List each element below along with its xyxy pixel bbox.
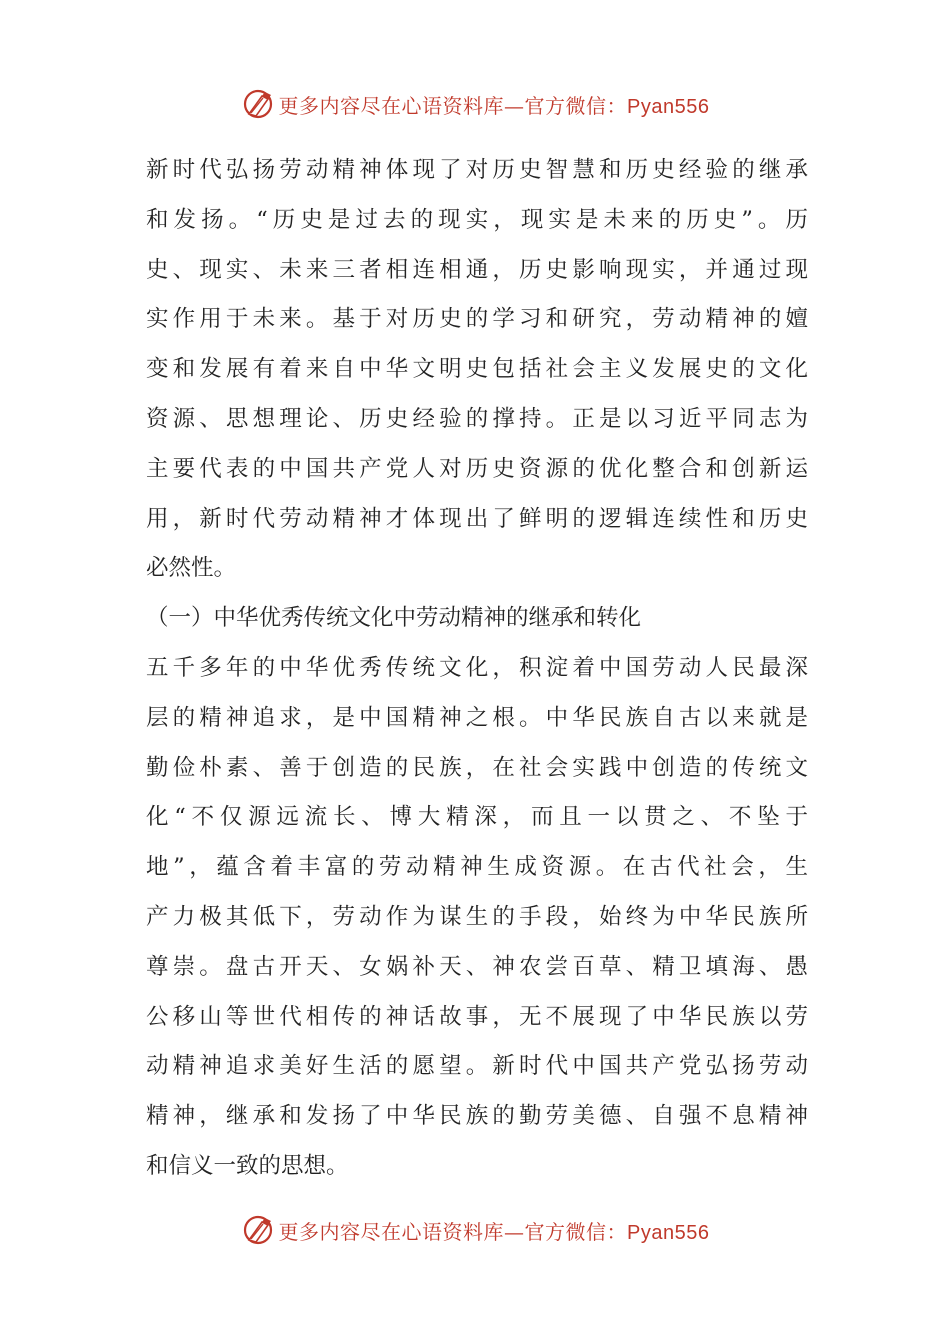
paragraph-2	[146, 644, 808, 1192]
text-line: 史、现实、未来三者相连相通，历史影响现实，并通过现	[146, 256, 808, 283]
footer-banner-text: 更多内容尽在心语资料库—官方微信：Pyan556	[278, 1219, 710, 1244]
pen-nib-logo-icon	[241, 87, 275, 121]
section-heading: （一）中华优秀传统文化中劳动精神的继承和转化	[146, 605, 642, 632]
header-banner-text: 更多内容尽在心语资料库—官方微信：Pyan556	[278, 93, 710, 118]
text-line: 实作用于未来。基于对历史的学习和研究，劳动精神的嬗	[146, 306, 808, 333]
text-line: 新时代弘扬劳动精神体现了对历史智慧和历史经验的继承	[146, 157, 808, 183]
text-line: 地”，蕴含着丰富的劳动精神生成资源。在古代社会，生	[146, 854, 808, 881]
text-line: 用，新时代劳动精神才体现出了鲜明的逻辑连续性和历史	[146, 505, 808, 532]
pen-nib-logo-icon	[241, 1213, 275, 1247]
text-line: 精神，继承和发扬了中华民族的勤劳美德、自强不息精神	[146, 1103, 808, 1130]
text-line: 必然性。	[146, 555, 237, 582]
text-line: 化“不仅源远流长、博大精深，而且一以贯之、不坠于	[146, 804, 808, 831]
text-line: 和发扬。“历史是过去的现实，现实是未来的历史”。历	[146, 206, 808, 233]
text-line: 动精神追求美好生活的愿望。新时代中国共产党弘扬劳动	[146, 1053, 808, 1080]
header-banner	[0, 84, 950, 124]
text-line: 层的精神追求，是中国精神之根。中华民族自古以来就是	[146, 704, 808, 731]
text-line: 勤俭朴素、善于创造的民族，在社会实践中创造的传统文	[146, 754, 808, 781]
text-line: 主要代表的中国共产党人对历史资源的优化整合和创新运	[146, 455, 808, 482]
text-line: 五千多年的中华优秀传统文化，积淀着中国劳动人民最深	[146, 654, 808, 681]
text-line: 尊崇。盘古开天、女娲补天、神农尝百草、精卫填海、愚	[146, 953, 808, 980]
text-line: 和信义一致的思想。	[146, 1152, 349, 1179]
footer-banner	[0, 1210, 950, 1250]
text-line: 产力极其低下，劳动作为谋生的手段，始终为中华民族所	[146, 903, 808, 930]
text-line: 资源、思想理论、历史经验的撑持。正是以习近平同志为	[146, 405, 808, 432]
document-body	[146, 146, 808, 1192]
text-line: 变和发展有着来自中华文明史包括社会主义发展史的文化	[146, 356, 808, 383]
header-wechat-id: Pyan556	[627, 95, 710, 118]
footer-wechat-id: Pyan556	[627, 1221, 710, 1244]
paragraph-1	[146, 146, 808, 594]
text-line: 公移山等世代相传的神话故事，无不展现了中华民族以劳	[146, 1003, 808, 1030]
